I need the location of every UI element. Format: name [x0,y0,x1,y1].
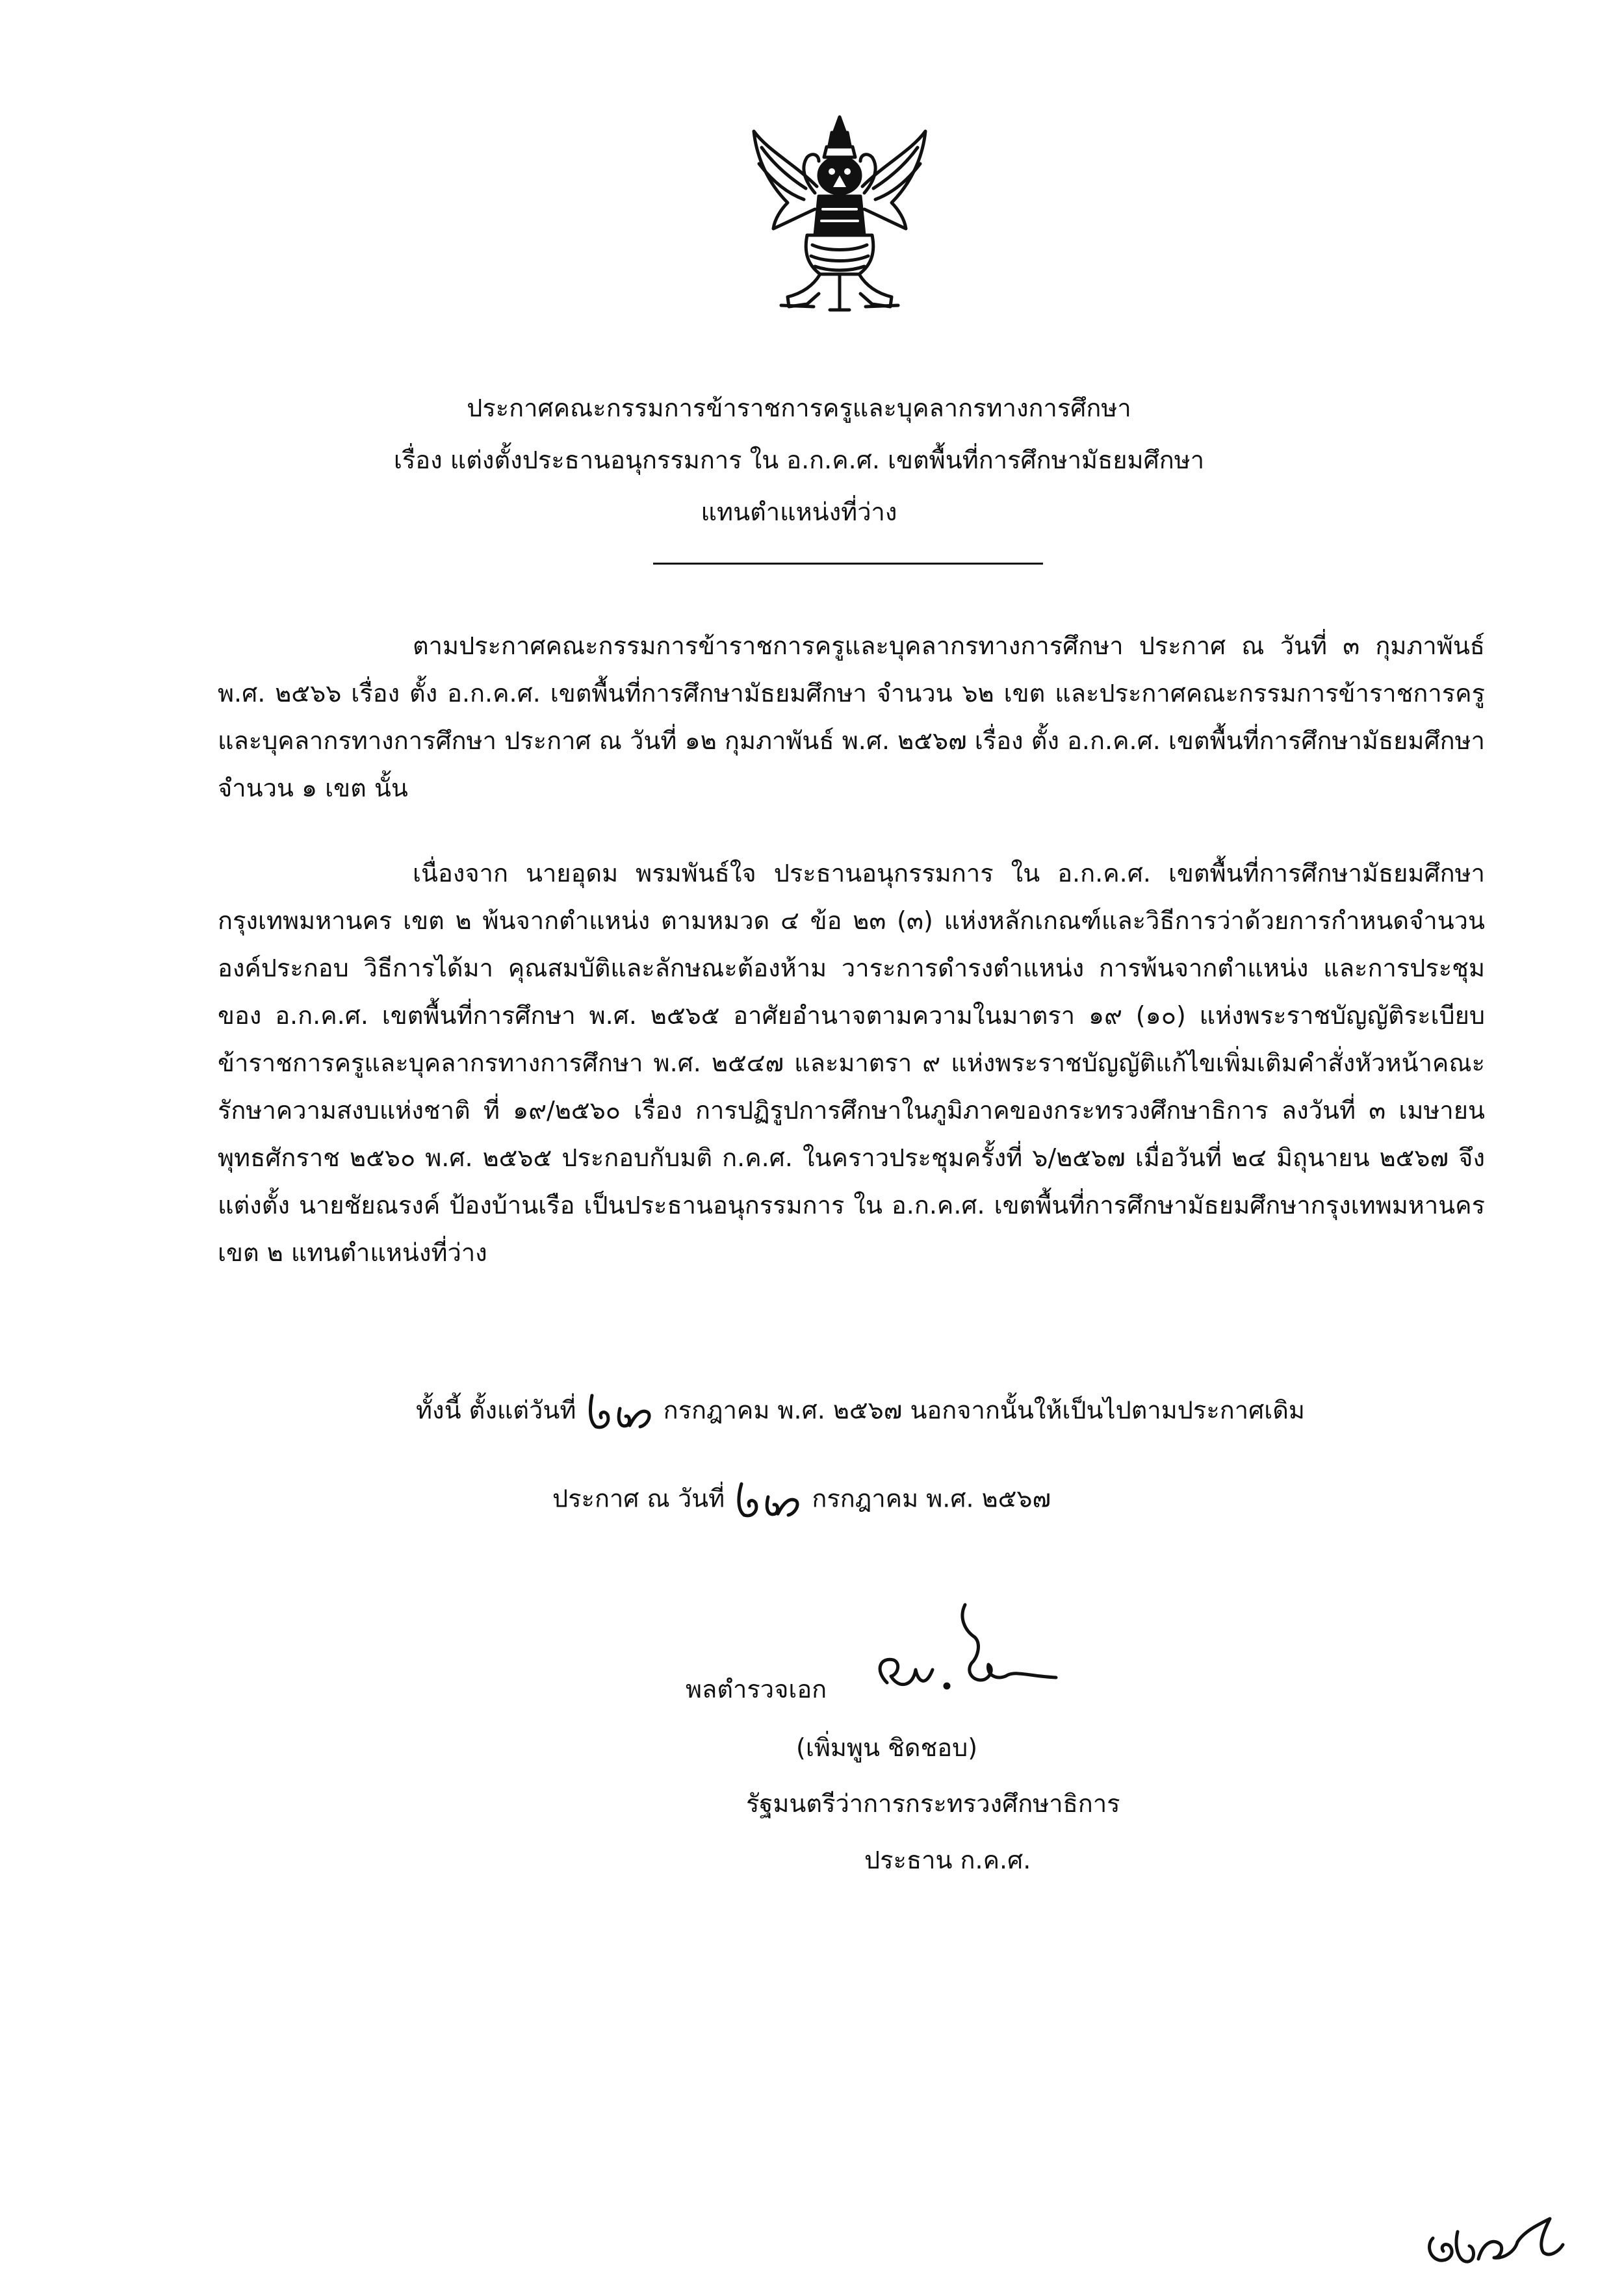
handwritten-signature [861,1592,1063,1722]
signatory-rank: พลตำรวจเอก [686,1675,827,1703]
header-line-1: ประกาศคณะกรรมการข้าราชการครูและบุคลากรทางการศึกษา [467,394,1131,422]
paragraph-1-text: ตามประกาศคณะกรรมการข้าราชการครูและบุคลากรทางการศึกษา ประกาศ ณ วันที่ ๓ กุมภาพันธ์ พ.ศ. ๒๕๖๖ เรื่อง ตั้ง อ.ก.ค.ศ. เขตพื้นที่การศึกษามัธยมศึกษา จำนวน ๖๒ เขต และประกาศคณะกรรมการข้าราชการครูและบุคลากรทางการศึกษา ประกาศ ณ วันที่ ๑๒ กุมภาพันธ์ พ.ศ. ๒๕๖๗ เรื่อง ตั้ง อ.ก.ค.ศ. เขตพื้นที่การศึกษามัธยมศึกษา จำนวน ๑ เขต นั้น [218,631,1485,802]
announced-day-handwritten [732,1477,804,1523]
signatory-title: รัฐมนตรีว่าการกระทรวงศึกษาธิการ [746,1789,1120,1818]
announced-suffix: กรกฎาคม พ.ศ. ๒๕๖๗ [812,1484,1051,1513]
effective-date-line [416,1389,1305,1435]
paragraph-1 [218,622,1485,812]
effective-day-handwritten [584,1389,656,1435]
signatory-name: (เพิ่มพูน ชิดชอบ) [796,1733,978,1762]
document-header [195,382,1403,538]
effective-suffix: กรกฎาคม พ.ศ. ๒๕๖๗ นอกจากนั้นให้เป็นไปตามประกาศเดิม [663,1396,1305,1425]
announced-date-line [552,1477,1051,1523]
garuda-emblem-icon [742,112,937,320]
effective-prefix: ทั้งนี้ ตั้งแต่วันที่ [416,1396,576,1425]
announced-prefix: ประกาศ ณ วันที่ [552,1484,725,1513]
header-divider [653,563,1043,565]
handwritten-initials [1420,2206,1569,2277]
signatory-role: ประธาน ก.ค.ศ. [864,1846,1031,1874]
header-line-3: แทนตำแหน่งที่ว่าง [701,498,897,526]
header-line-2: เรื่อง แต่งตั้งประธานอนุกรรมการ ใน อ.ก.ค.ศ. เขตพื้นที่การศึกษามัธยมศึกษา [393,446,1205,474]
paragraph-2 [218,850,1485,1277]
paragraph-2-text: เนื่องจาก นายอุดม พรมพันธ์ใจ ประธานอนุกรรมการ ใน อ.ก.ค.ศ. เขตพื้นที่การศึกษามัธยมศึกษากรุงเทพมหานคร เขต ๒ พ้นจากตำแหน่ง ตามหมวด ๔ ข้อ ๒๓ (๓) แห่งหลักเกณฑ์และวิธีการว่าด้วยการกำหนดจำนวน องค์ประกอบ วิธีการได้มา คุณสมบัติและลักษณะต้องห้าม วาระการดำรงตำแหน่ง การพ้นจากตำแหน่ง และการประชุมของ อ.ก.ค.ศ. เขตพื้นที่การศึกษา พ.ศ. ๒๕๖๕ อาศัยอำนาจตามความในมาตรา ๑๙ (๑๐) แห่งพระราชบัญญัติระเบียบข้าราชการครูและบุคลากรทางการศึกษา พ.ศ. ๒๕๔๗ และมาตรา ๙ แห่งพระราชบัญญัติแก้ไขเพิ่มเติมคำสั่งหัวหน้าคณะรักษาความสงบแห่งชาติ ที่ ๑๙/๒๕๖๐ เรื่อง การปฏิรูปการศึกษาในภูมิภาคของกระทรวงศึกษาธิการ ลงวันที่ ๓ เมษายน พุทธศักราช ๒๕๖๐ พ.ศ. ๒๕๖๕ ประกอบกับมติ ก.ค.ศ. ในคราวประชุมครั้งที่ ๖/๒๕๖๗ เมื่อวันที่ ๒๔ มิถุนายน ๒๕๖๗ จึงแต่งตั้ง นายชัยณรงค์ ป้องบ้านเรือ เป็นประธานอนุกรรมการ ใน อ.ก.ค.ศ. เขตพื้นที่การศึกษามัธยมศึกษากรุงเทพมหานคร เขต ๒ แทนตำแหน่งที่ว่าง [218,859,1485,1267]
